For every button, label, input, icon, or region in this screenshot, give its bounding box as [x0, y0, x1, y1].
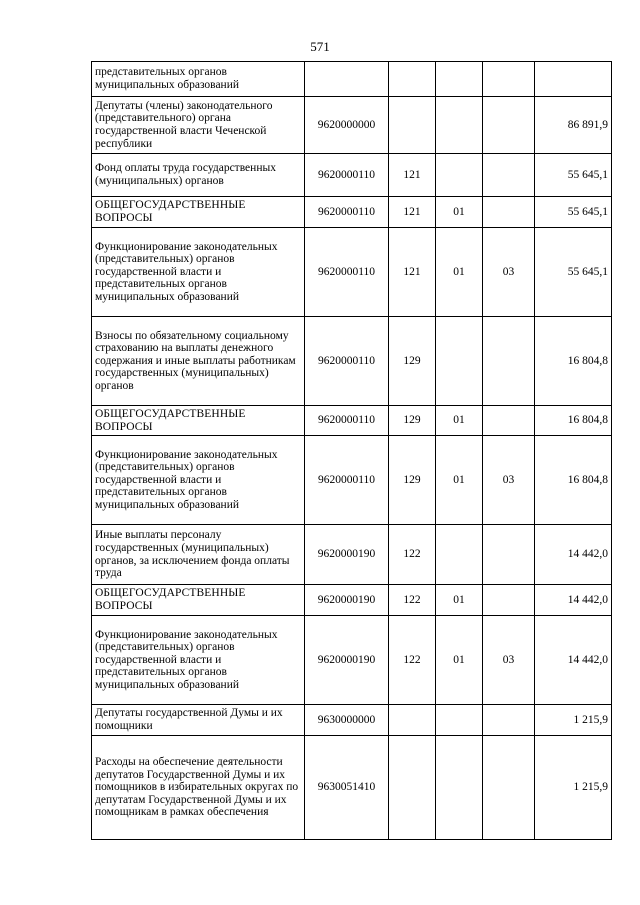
row-name-cell: Депутаты государственной Думы и их помощники — [92, 705, 305, 736]
page-number: 571 — [310, 39, 330, 54]
target-article-cell: 9620000110 — [305, 436, 389, 525]
subsection-code-cell — [483, 197, 535, 228]
target-article-cell: 9620000110 — [305, 197, 389, 228]
amount-cell: 16 804,8 — [535, 406, 612, 436]
amount-cell: 14 442,0 — [535, 616, 612, 705]
subsection-code-cell: 03 — [483, 228, 535, 317]
amount-cell: 14 442,0 — [535, 525, 612, 585]
expense-type-cell: 129 — [389, 317, 436, 406]
table-row — [92, 197, 612, 228]
target-article-cell: 9620000190 — [305, 616, 389, 705]
expense-type-cell — [389, 736, 436, 840]
row-name-cell: Функционирование законодательных (представительных) органов государственной власти и представительных органов муниципальных образований — [92, 616, 305, 705]
expense-type-cell: 122 — [389, 585, 436, 616]
row-name-cell: Функционирование законодательных (представительных) органов государственной власти и представительных органов муниципальных образований — [92, 228, 305, 317]
row-name-cell: Функционирование законодательных (представительных) органов государственной власти и представительных органов муниципальных образований — [92, 436, 305, 525]
section-code-cell — [436, 317, 483, 406]
budget-table — [91, 61, 612, 840]
target-article-cell: 9620000110 — [305, 317, 389, 406]
section-code-cell: 01 — [436, 197, 483, 228]
amount-cell: 86 891,9 — [535, 97, 612, 154]
section-code-cell — [436, 62, 483, 97]
table-row — [92, 585, 612, 616]
expense-type-cell — [389, 62, 436, 97]
row-name-cell: Депутаты (члены) законодательного (представительного) органа государственной власти Чеченской республики — [92, 97, 305, 154]
target-article-cell: 9620000000 — [305, 97, 389, 154]
section-code-cell — [436, 705, 483, 736]
row-name-cell: Расходы на обеспечение деятельности депутатов Государственной Думы и их помощников в избирательных округах по депутатам Государственной Думы и их помощникам в рамках обеспечения — [92, 736, 305, 840]
target-article-cell: 9630000000 — [305, 705, 389, 736]
row-name-cell: представительных органов муниципальных образований — [92, 62, 305, 97]
section-code-cell: 01 — [436, 585, 483, 616]
table-row — [92, 97, 612, 154]
amount-cell: 55 645,1 — [535, 197, 612, 228]
amount-cell: 55 645,1 — [535, 154, 612, 197]
expense-type-cell — [389, 97, 436, 154]
section-code-cell — [436, 736, 483, 840]
row-name-cell: ОБЩЕГОСУДАРСТВЕННЫЕ ВОПРОСЫ — [92, 406, 305, 436]
table-row — [92, 228, 612, 317]
subsection-code-cell: 03 — [483, 436, 535, 525]
target-article-cell: 9620000190 — [305, 525, 389, 585]
section-code-cell: 01 — [436, 616, 483, 705]
amount-cell: 16 804,8 — [535, 436, 612, 525]
expense-type-cell: 122 — [389, 525, 436, 585]
amount-cell: 14 442,0 — [535, 585, 612, 616]
amount-cell — [535, 62, 612, 97]
table-row — [92, 616, 612, 705]
table-row — [92, 525, 612, 585]
row-name-cell: Фонд оплаты труда государственных (муниципальных) органов — [92, 154, 305, 197]
row-name-cell: ОБЩЕГОСУДАРСТВЕННЫЕ ВОПРОСЫ — [92, 585, 305, 616]
expense-type-cell: 129 — [389, 436, 436, 525]
row-name-cell: ОБЩЕГОСУДАРСТВЕННЫЕ ВОПРОСЫ — [92, 197, 305, 228]
table-row — [92, 406, 612, 436]
target-article-cell: 9620000110 — [305, 228, 389, 317]
table-row — [92, 436, 612, 525]
subsection-code-cell — [483, 97, 535, 154]
subsection-code-cell — [483, 62, 535, 97]
section-code-cell: 01 — [436, 436, 483, 525]
row-name-cell: Взносы по обязательному социальному страхованию на выплаты денежного содержания и иные выплаты работникам государственных (муниципальных) органов — [92, 317, 305, 406]
expense-type-cell: 121 — [389, 154, 436, 197]
subsection-code-cell — [483, 585, 535, 616]
table-row — [92, 317, 612, 406]
table-row — [92, 736, 612, 840]
amount-cell: 16 804,8 — [535, 317, 612, 406]
target-article-cell: 9620000110 — [305, 406, 389, 436]
section-code-cell — [436, 154, 483, 197]
subsection-code-cell — [483, 525, 535, 585]
target-article-cell: 9620000190 — [305, 585, 389, 616]
expense-type-cell: 129 — [389, 406, 436, 436]
amount-cell: 55 645,1 — [535, 228, 612, 317]
section-code-cell: 01 — [436, 228, 483, 317]
target-article-cell: 9620000110 — [305, 154, 389, 197]
expense-type-cell — [389, 705, 436, 736]
target-article-cell — [305, 62, 389, 97]
amount-cell: 1 215,9 — [535, 705, 612, 736]
subsection-code-cell — [483, 317, 535, 406]
section-code-cell: 01 — [436, 406, 483, 436]
subsection-code-cell: 03 — [483, 616, 535, 705]
subsection-code-cell — [483, 736, 535, 840]
subsection-code-cell — [483, 154, 535, 197]
section-code-cell — [436, 525, 483, 585]
expense-type-cell: 121 — [389, 197, 436, 228]
table-row — [92, 154, 612, 197]
amount-cell: 1 215,9 — [535, 736, 612, 840]
subsection-code-cell — [483, 705, 535, 736]
expense-type-cell: 122 — [389, 616, 436, 705]
row-name-cell: Иные выплаты персоналу государственных (муниципальных) органов, за исключением фонда оплаты труда — [92, 525, 305, 585]
target-article-cell: 9630051410 — [305, 736, 389, 840]
table-row — [92, 62, 612, 97]
section-code-cell — [436, 97, 483, 154]
expense-type-cell: 121 — [389, 228, 436, 317]
subsection-code-cell — [483, 406, 535, 436]
table-row — [92, 705, 612, 736]
